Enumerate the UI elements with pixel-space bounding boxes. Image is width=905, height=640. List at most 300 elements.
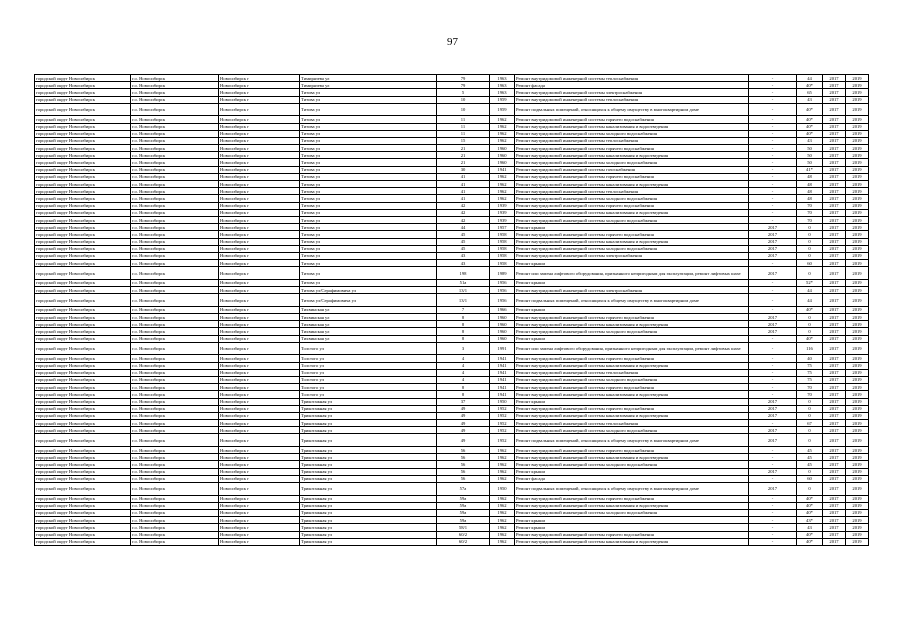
city-cell: Новосибирск г bbox=[219, 509, 300, 516]
house-cell: 51а bbox=[437, 279, 490, 286]
from-year-cell: 2017 bbox=[823, 335, 846, 342]
year-cell: 1962 bbox=[490, 517, 515, 524]
house-cell: 59а bbox=[437, 517, 490, 524]
to-year-cell: 2019 bbox=[846, 538, 869, 545]
district-cell: г.о. Новосибирск bbox=[131, 328, 219, 335]
year-cell: 1941 bbox=[490, 369, 515, 376]
work-type-cell: Ремонт подвальных помещений, относящихся к общему имуществу в многоквартирном доме bbox=[515, 434, 749, 447]
year-cell: 1962 bbox=[490, 461, 515, 468]
term-cell: 43 bbox=[797, 137, 823, 144]
work-type-cell: Ремонт внутридомовой инженерной системы горячего водоснабжения bbox=[515, 145, 749, 152]
work-type-cell: Ремонт внутридомовой инженерной системы горячего водоснабжения bbox=[515, 405, 749, 412]
house-cell: 49 bbox=[437, 427, 490, 434]
city-cell: Новосибирск г bbox=[219, 267, 300, 280]
year-cell: 1957 bbox=[490, 224, 515, 231]
municipality-cell: городской округ Новосибирск bbox=[35, 202, 131, 209]
table-row bbox=[35, 509, 869, 516]
from-year-cell: 2017 bbox=[823, 145, 846, 152]
from-year-cell: 2017 bbox=[823, 188, 846, 195]
street-cell: Трикотажная ул bbox=[300, 495, 437, 502]
house-cell: 49 bbox=[437, 420, 490, 427]
to-year-cell: 2019 bbox=[846, 335, 869, 342]
street-cell: Тимирязева ул bbox=[300, 75, 437, 82]
district-cell: г.о. Новосибирск bbox=[131, 531, 219, 538]
to-year-cell: 2019 bbox=[846, 252, 869, 259]
street-cell: Трикотажная ул bbox=[300, 447, 437, 454]
district-cell: г.о. Новосибирск bbox=[131, 427, 219, 434]
year-cell: 1959 bbox=[490, 103, 515, 116]
district-cell: г.о. Новосибирск bbox=[131, 103, 219, 116]
table-row bbox=[35, 152, 869, 159]
city-cell: Новосибирск г bbox=[219, 420, 300, 427]
plan-year-cell: - bbox=[749, 116, 797, 123]
plan-year-cell: 2017 bbox=[749, 405, 797, 412]
term-cell: 40* bbox=[797, 495, 823, 502]
house-cell: 21 bbox=[437, 145, 490, 152]
to-year-cell: 2019 bbox=[846, 412, 869, 419]
table-row bbox=[35, 328, 869, 335]
street-cell: Титова ул bbox=[300, 166, 437, 173]
municipality-cell: городской округ Новосибирск bbox=[35, 538, 131, 545]
to-year-cell: 2019 bbox=[846, 166, 869, 173]
house-cell: 58/1 bbox=[437, 524, 490, 531]
city-cell: Новосибирск г bbox=[219, 502, 300, 509]
plan-year-cell: - bbox=[749, 362, 797, 369]
plan-year-cell: - bbox=[749, 531, 797, 538]
municipality-cell: городской округ Новосибирск bbox=[35, 405, 131, 412]
year-cell: 1941 bbox=[490, 362, 515, 369]
city-cell: Новосибирск г bbox=[219, 216, 300, 223]
district-cell: г.о. Новосибирск bbox=[131, 517, 219, 524]
district-cell: г.о. Новосибирск bbox=[131, 355, 219, 362]
from-year-cell: 2017 bbox=[823, 216, 846, 223]
plan-year-cell: 2017 bbox=[749, 412, 797, 419]
term-cell: 40* bbox=[797, 538, 823, 545]
year-cell: 1941 bbox=[490, 384, 515, 391]
work-type-cell: Ремонт внутридомовой инженерной системы теплоснабжения bbox=[515, 96, 749, 103]
from-year-cell: 2017 bbox=[823, 398, 846, 405]
table-row bbox=[35, 342, 869, 355]
street-cell: Титова ул bbox=[300, 202, 437, 209]
house-cell: 3 bbox=[437, 342, 490, 355]
municipality-cell: городской округ Новосибирск bbox=[35, 82, 131, 89]
table-row bbox=[35, 252, 869, 259]
city-cell: Новосибирск г bbox=[219, 188, 300, 195]
plan-year-cell: - bbox=[749, 260, 797, 267]
work-type-cell: Ремонт крыши bbox=[515, 398, 749, 405]
plan-year-cell: - bbox=[749, 173, 797, 180]
plan-year-cell: - bbox=[749, 495, 797, 502]
table-row bbox=[35, 384, 869, 391]
year-cell: 1962 bbox=[490, 538, 515, 545]
city-cell: Новосибирск г bbox=[219, 294, 300, 307]
work-type-cell: Ремонт внутридомовой инженерной системы горячего водоснабжения bbox=[515, 173, 749, 180]
city-cell: Новосибирск г bbox=[219, 398, 300, 405]
municipality-cell: городской округ Новосибирск bbox=[35, 502, 131, 509]
district-cell: г.о. Новосибирск bbox=[131, 342, 219, 355]
work-type-cell: Ремонт крыши bbox=[515, 279, 749, 286]
district-cell: г.о. Новосибирск bbox=[131, 405, 219, 412]
district-cell: г.о. Новосибирск bbox=[131, 420, 219, 427]
to-year-cell: 2019 bbox=[846, 159, 869, 166]
house-cell: 10 bbox=[437, 96, 490, 103]
district-cell: г.о. Новосибирск bbox=[131, 468, 219, 475]
year-cell: 1962 bbox=[490, 173, 515, 180]
year-cell: 1960 bbox=[490, 152, 515, 159]
street-cell: Трикотажная ул bbox=[300, 420, 437, 427]
street-cell: Трикотажная ул bbox=[300, 412, 437, 419]
municipality-cell: городской округ Новосибирск bbox=[35, 482, 131, 495]
work-type-cell: Ремонт внутридомовой инженерной системы холодного водоснабжения bbox=[515, 245, 749, 252]
to-year-cell: 2019 bbox=[846, 447, 869, 454]
street-cell: Титова ул/Серафимовича ул bbox=[300, 287, 437, 294]
table-row bbox=[35, 287, 869, 294]
municipality-cell: городской округ Новосибирск bbox=[35, 335, 131, 342]
plan-year-cell: 2017 bbox=[749, 321, 797, 328]
table-row bbox=[35, 145, 869, 152]
term-cell: 40* bbox=[797, 509, 823, 516]
from-year-cell: 2017 bbox=[823, 279, 846, 286]
table-body bbox=[35, 75, 869, 546]
table-row bbox=[35, 245, 869, 252]
term-cell: 0 bbox=[797, 405, 823, 412]
house-cell: 11 bbox=[437, 123, 490, 130]
work-type-cell: Ремонт внутридомовой инженерной системы холодного водоснабжения bbox=[515, 130, 749, 137]
table-row bbox=[35, 420, 869, 427]
plan-year-cell: 2017 bbox=[749, 245, 797, 252]
table-row bbox=[35, 391, 869, 398]
from-year-cell: 2017 bbox=[823, 137, 846, 144]
district-cell: г.о. Новосибирск bbox=[131, 391, 219, 398]
to-year-cell: 2019 bbox=[846, 405, 869, 412]
from-year-cell: 2017 bbox=[823, 524, 846, 531]
table-row bbox=[35, 461, 869, 468]
street-cell: Титова ул bbox=[300, 260, 437, 267]
table-row bbox=[35, 538, 869, 545]
municipality-cell: городской округ Новосибирск bbox=[35, 468, 131, 475]
year-cell: 1956 bbox=[490, 279, 515, 286]
plan-year-cell: - bbox=[749, 287, 797, 294]
term-cell: 40* bbox=[797, 123, 823, 130]
district-cell: г.о. Новосибирск bbox=[131, 369, 219, 376]
district-cell: г.о. Новосибирск bbox=[131, 152, 219, 159]
plan-year-cell: - bbox=[749, 502, 797, 509]
district-cell: г.о. Новосибирск bbox=[131, 524, 219, 531]
from-year-cell: 2017 bbox=[823, 461, 846, 468]
city-cell: Новосибирск г bbox=[219, 260, 300, 267]
work-type-cell: Ремонт внутридомовой инженерной системы канализования и водоотведения bbox=[515, 181, 749, 188]
municipality-cell: городской округ Новосибирск bbox=[35, 509, 131, 516]
plan-year-cell: - bbox=[749, 216, 797, 223]
city-cell: Новосибирск г bbox=[219, 279, 300, 286]
term-cell: 0 bbox=[797, 252, 823, 259]
from-year-cell: 2017 bbox=[823, 245, 846, 252]
work-type-cell: Ремонт внутридомовой инженерной системы канализования и водоотведения bbox=[515, 502, 749, 509]
year-cell: 1958 bbox=[490, 231, 515, 238]
table-row bbox=[35, 224, 869, 231]
street-cell: Титова ул bbox=[300, 103, 437, 116]
house-cell: 8 bbox=[437, 391, 490, 398]
work-type-cell: Ремонт крыши bbox=[515, 468, 749, 475]
from-year-cell: 2017 bbox=[823, 116, 846, 123]
street-cell: Тихвинская ул bbox=[300, 321, 437, 328]
to-year-cell: 2019 bbox=[846, 82, 869, 89]
municipality-cell: городской округ Новосибирск bbox=[35, 475, 131, 482]
to-year-cell: 2019 bbox=[846, 398, 869, 405]
municipality-cell: городской округ Новосибирск bbox=[35, 238, 131, 245]
from-year-cell: 2017 bbox=[823, 475, 846, 482]
district-cell: г.о. Новосибирск bbox=[131, 502, 219, 509]
from-year-cell: 2017 bbox=[823, 391, 846, 398]
street-cell: Тихвинская ул bbox=[300, 328, 437, 335]
to-year-cell: 2019 bbox=[846, 116, 869, 123]
municipality-cell: городской округ Новосибирск bbox=[35, 166, 131, 173]
table-row bbox=[35, 434, 869, 447]
term-cell: 0 bbox=[797, 328, 823, 335]
district-cell: г.о. Новосибирск bbox=[131, 116, 219, 123]
term-cell: 48 bbox=[797, 173, 823, 180]
year-cell: 1950 bbox=[490, 398, 515, 405]
work-type-cell: Ремонт внутридомовой инженерной системы горячего водоснабжения bbox=[515, 314, 749, 321]
plan-year-cell: - bbox=[749, 279, 797, 286]
district-cell: г.о. Новосибирск bbox=[131, 475, 219, 482]
table-row bbox=[35, 447, 869, 454]
plan-year-cell: 2017 bbox=[749, 398, 797, 405]
city-cell: Новосибирск г bbox=[219, 173, 300, 180]
city-cell: Новосибирск г bbox=[219, 287, 300, 294]
municipality-cell: городской округ Новосибирск bbox=[35, 267, 131, 280]
street-cell: Титова ул bbox=[300, 216, 437, 223]
term-cell: 45 bbox=[797, 461, 823, 468]
street-cell: Титова ул bbox=[300, 252, 437, 259]
municipality-cell: городской округ Новосибирск bbox=[35, 362, 131, 369]
table-row bbox=[35, 412, 869, 419]
from-year-cell: 2017 bbox=[823, 434, 846, 447]
term-cell: 60 bbox=[797, 475, 823, 482]
street-cell: Трикотажная ул bbox=[300, 468, 437, 475]
street-cell: Тимирязева ул bbox=[300, 82, 437, 89]
from-year-cell: 2017 bbox=[823, 152, 846, 159]
from-year-cell: 2017 bbox=[823, 209, 846, 216]
house-cell: 60/2 bbox=[437, 538, 490, 545]
work-type-cell: Ремонт внутридомовой инженерной системы канализования и водоотведения bbox=[515, 238, 749, 245]
from-year-cell: 2017 bbox=[823, 260, 846, 267]
district-cell: г.о. Новосибирск bbox=[131, 294, 219, 307]
municipality-cell: городской округ Новосибирск bbox=[35, 384, 131, 391]
work-type-cell: Ремонт подвальных помещений, относящихся к общему имуществу в многоквартирном доме bbox=[515, 294, 749, 307]
year-cell: 1962 bbox=[490, 502, 515, 509]
district-cell: г.о. Новосибирск bbox=[131, 130, 219, 137]
city-cell: Новосибирск г bbox=[219, 475, 300, 482]
street-cell: Тихвинская ул bbox=[300, 314, 437, 321]
to-year-cell: 2019 bbox=[846, 202, 869, 209]
table-row bbox=[35, 123, 869, 130]
from-year-cell: 2017 bbox=[823, 231, 846, 238]
table-row bbox=[35, 181, 869, 188]
from-year-cell: 2017 bbox=[823, 517, 846, 524]
to-year-cell: 2019 bbox=[846, 482, 869, 495]
to-year-cell: 2019 bbox=[846, 328, 869, 335]
municipality-cell: городской округ Новосибирск bbox=[35, 306, 131, 313]
work-type-cell: Ремонт внутридомовой инженерной системы холодного водоснабжения bbox=[515, 328, 749, 335]
city-cell: Новосибирск г bbox=[219, 321, 300, 328]
to-year-cell: 2019 bbox=[846, 238, 869, 245]
to-year-cell: 2019 bbox=[846, 517, 869, 524]
to-year-cell: 2019 bbox=[846, 130, 869, 137]
city-cell: Новосибирск г bbox=[219, 328, 300, 335]
plan-year-cell: - bbox=[749, 209, 797, 216]
plan-year-cell: - bbox=[749, 509, 797, 516]
plan-year-cell: - bbox=[749, 355, 797, 362]
plan-year-cell: - bbox=[749, 524, 797, 531]
street-cell: Титова ул bbox=[300, 224, 437, 231]
year-cell: 1962 bbox=[490, 188, 515, 195]
district-cell: г.о. Новосибирск bbox=[131, 137, 219, 144]
plan-year-cell: 2017 bbox=[749, 482, 797, 495]
from-year-cell: 2017 bbox=[823, 495, 846, 502]
plan-year-cell: - bbox=[749, 89, 797, 96]
year-cell: 1962 bbox=[490, 116, 515, 123]
term-cell: 0 bbox=[797, 398, 823, 405]
house-cell: 21 bbox=[437, 159, 490, 166]
plan-year-cell: - bbox=[749, 75, 797, 82]
work-type-cell: Ремонт внутридомовой инженерной системы электроснабжения bbox=[515, 89, 749, 96]
street-cell: Трикотажная ул bbox=[300, 531, 437, 538]
district-cell: г.о. Новосибирск bbox=[131, 145, 219, 152]
from-year-cell: 2017 bbox=[823, 173, 846, 180]
municipality-cell: городской округ Новосибирск bbox=[35, 137, 131, 144]
year-cell: 1989 bbox=[490, 267, 515, 280]
street-cell: Титова ул bbox=[300, 116, 437, 123]
from-year-cell: 2017 bbox=[823, 502, 846, 509]
street-cell: Толстого ул bbox=[300, 369, 437, 376]
work-type-cell: Ремонт внутридомовой инженерной системы электроснабжения bbox=[515, 287, 749, 294]
term-cell: 52* bbox=[797, 279, 823, 286]
year-cell: 1960 bbox=[490, 328, 515, 335]
year-cell: 1958 bbox=[490, 252, 515, 259]
plan-year-cell: 2017 bbox=[749, 434, 797, 447]
to-year-cell: 2019 bbox=[846, 103, 869, 116]
work-type-cell: Ремонт внутридомовой инженерной системы канализования и водоотведения bbox=[515, 152, 749, 159]
table-row bbox=[35, 89, 869, 96]
city-cell: Новосибирск г bbox=[219, 159, 300, 166]
municipality-cell: городской округ Новосибирск bbox=[35, 231, 131, 238]
plan-year-cell: 2017 bbox=[749, 468, 797, 475]
municipality-cell: городской округ Новосибирск bbox=[35, 524, 131, 531]
street-cell: Титова ул bbox=[300, 279, 437, 286]
table-row bbox=[35, 405, 869, 412]
year-cell: 1962 bbox=[490, 475, 515, 482]
year-cell: 1962 bbox=[490, 509, 515, 516]
table-row bbox=[35, 267, 869, 280]
municipality-cell: городской округ Новосибирск bbox=[35, 355, 131, 362]
municipality-cell: городской округ Новосибирск bbox=[35, 173, 131, 180]
house-cell: 21 bbox=[437, 152, 490, 159]
plan-year-cell: - bbox=[749, 159, 797, 166]
house-cell: 13/1 bbox=[437, 287, 490, 294]
municipality-cell: городской округ Новосибирск bbox=[35, 260, 131, 267]
from-year-cell: 2017 bbox=[823, 224, 846, 231]
plan-year-cell: 2017 bbox=[749, 328, 797, 335]
municipality-cell: городской округ Новосибирск bbox=[35, 376, 131, 383]
year-cell: 1941 bbox=[490, 355, 515, 362]
house-cell: 4 bbox=[437, 362, 490, 369]
year-cell: 1966 bbox=[490, 306, 515, 313]
to-year-cell: 2019 bbox=[846, 362, 869, 369]
district-cell: г.о. Новосибирск bbox=[131, 195, 219, 202]
from-year-cell: 2017 bbox=[823, 321, 846, 328]
city-cell: Новосибирск г bbox=[219, 531, 300, 538]
to-year-cell: 2019 bbox=[846, 306, 869, 313]
street-cell: Титова ул bbox=[300, 209, 437, 216]
house-cell: 56 bbox=[437, 447, 490, 454]
term-cell: 40* bbox=[797, 103, 823, 116]
to-year-cell: 2019 bbox=[846, 260, 869, 267]
from-year-cell: 2017 bbox=[823, 252, 846, 259]
table-row bbox=[35, 427, 869, 434]
house-cell: 198 bbox=[437, 267, 490, 280]
from-year-cell: 2017 bbox=[823, 328, 846, 335]
district-cell: г.о. Новосибирск bbox=[131, 384, 219, 391]
plan-year-cell: 2017 bbox=[749, 267, 797, 280]
to-year-cell: 2019 bbox=[846, 267, 869, 280]
city-cell: Новосибирск г bbox=[219, 209, 300, 216]
city-cell: Новосибирск г bbox=[219, 202, 300, 209]
work-type-cell: Ремонт внутридомовой инженерной системы электроснабжения bbox=[515, 252, 749, 259]
city-cell: Новосибирск г bbox=[219, 335, 300, 342]
house-cell: 11 bbox=[437, 116, 490, 123]
year-cell: 1963 bbox=[490, 75, 515, 82]
district-cell: г.о. Новосибирск bbox=[131, 82, 219, 89]
table-row bbox=[35, 475, 869, 482]
municipality-cell: городской округ Новосибирск bbox=[35, 427, 131, 434]
to-year-cell: 2019 bbox=[846, 369, 869, 376]
plan-year-cell: - bbox=[749, 294, 797, 307]
house-cell: 49 bbox=[437, 434, 490, 447]
table-row bbox=[35, 376, 869, 383]
street-cell: Титова ул bbox=[300, 195, 437, 202]
city-cell: Новосибирск г bbox=[219, 75, 300, 82]
to-year-cell: 2019 bbox=[846, 461, 869, 468]
city-cell: Новосибирск г bbox=[219, 342, 300, 355]
year-cell: 1958 bbox=[490, 238, 515, 245]
plan-year-cell: - bbox=[749, 475, 797, 482]
to-year-cell: 2019 bbox=[846, 314, 869, 321]
term-cell: 45 bbox=[797, 454, 823, 461]
from-year-cell: 2017 bbox=[823, 306, 846, 313]
district-cell: г.о. Новосибирск bbox=[131, 75, 219, 82]
from-year-cell: 2017 bbox=[823, 362, 846, 369]
work-type-cell: Ремонт внутридомовой инженерной системы горячего водоснабжения bbox=[515, 531, 749, 538]
house-cell: 41 bbox=[437, 173, 490, 180]
from-year-cell: 2017 bbox=[823, 427, 846, 434]
term-cell: 48 bbox=[797, 181, 823, 188]
year-cell: 1962 bbox=[490, 137, 515, 144]
term-cell: 70 bbox=[797, 209, 823, 216]
term-cell: 45 bbox=[797, 447, 823, 454]
from-year-cell: 2017 bbox=[823, 412, 846, 419]
term-cell: 116 bbox=[797, 342, 823, 355]
municipality-cell: городской округ Новосибирск bbox=[35, 287, 131, 294]
street-cell: Трикотажная ул bbox=[300, 475, 437, 482]
term-cell: 43 bbox=[797, 524, 823, 531]
district-cell: г.о. Новосибирск bbox=[131, 159, 219, 166]
house-cell: 4 bbox=[437, 369, 490, 376]
from-year-cell: 2017 bbox=[823, 531, 846, 538]
municipality-cell: городской округ Новосибирск bbox=[35, 216, 131, 223]
table-row bbox=[35, 294, 869, 307]
house-cell: 56 bbox=[437, 468, 490, 475]
